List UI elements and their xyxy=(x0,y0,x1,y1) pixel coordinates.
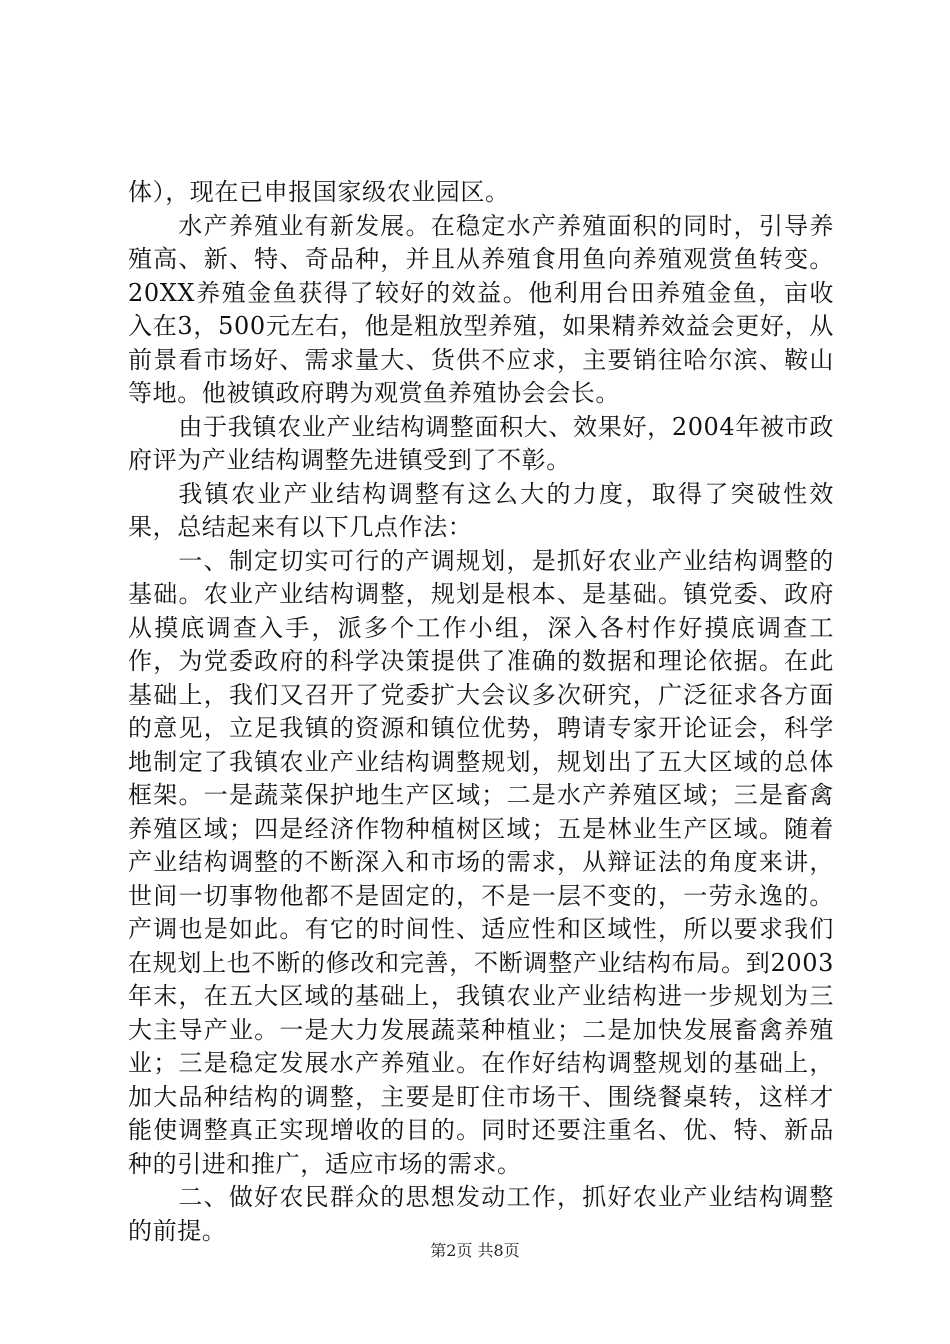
paragraph-continuation: 体），现在已申报国家级农业园区。 xyxy=(128,178,510,206)
paragraph-mobilization: 二、做好农民群众的思想发动工作，抓好农业产业结构调整的前提。 xyxy=(128,1183,834,1245)
document-body xyxy=(128,176,834,1248)
paragraph-planning: 一、制定切实可行的产调规划，是抓好农业产业结构调整的基础。农业产业结构调整，规划是根本、是基础。镇党委、政府从摸底调查入手，派多个工作小组，深入各村作好摸底调查工作，为党委政府的科学决策提供了准确的数据和理论依据。在此基础上，我们又召开了党委扩大会议多次研究，广泛征求各方面的意见，立足我镇的资源和镇位优势，聘请专家开论证会，科学地制定了我镇农业产业结构调整规划，规划出了五大区域的总体框架。一是蔬菜保护地生产区域；二是水产养殖区域；三是畜禽养殖区域；四是经济作物种植树区域；五是林业生产区域。随着产业结构调整的不断深入和市场的需求，从辩证法的角度来讲，世间一切事物他都不是固定的，不是一层不变的，一劳永逸的。产调也是如此。有它的时间性、适应性和区域性，所以要求我们在规划上也不断的修改和完善，不断调整产业结构布局。到2003年末，在五大区域的基础上，我镇农业产业结构进一步规划为三大主导产业。一是大力发展蔬菜种植业；二是加快发展畜禽养殖业；三是稳定发展水产养殖业。在作好结构调整规划的基础上，加大品种结构的调整，主要是盯住市场干、围绕餐桌转，这样才能使调整真正实现增收的目的。同时还要注重名、优、特、新品种的引进和推广，适应市场的需求。 xyxy=(128,546,834,1178)
page-number-footer: 第2页 共8页 xyxy=(430,1241,520,1260)
paragraph-award: 由于我镇农业产业结构调整面积大、效果好，2004年被市政府评为产业结构调整先进镇受到了不彰。 xyxy=(128,412,834,474)
paragraph-summary-intro: 我镇农业产业结构调整有这么大的力度，取得了突破性效果，总结起来有以下几点作法： xyxy=(128,479,834,541)
paragraph-aquaculture: 水产养殖业有新发展。在稳定水产养殖面积的同时，引导养殖高、新、特、奇品种，并且从养殖食用鱼向养殖观赏鱼转变。20XX养殖金鱼获得了较好的效益。他利用台田养殖金鱼，亩收入在3，500元左右，他是粗放型养殖，如果精养效益会更好，从前景看市场好、需求量大、货供不应求，主要销往哈尔滨、鞍山等地。他被镇政府聘为观赏鱼养殖协会会长。 xyxy=(128,211,834,407)
